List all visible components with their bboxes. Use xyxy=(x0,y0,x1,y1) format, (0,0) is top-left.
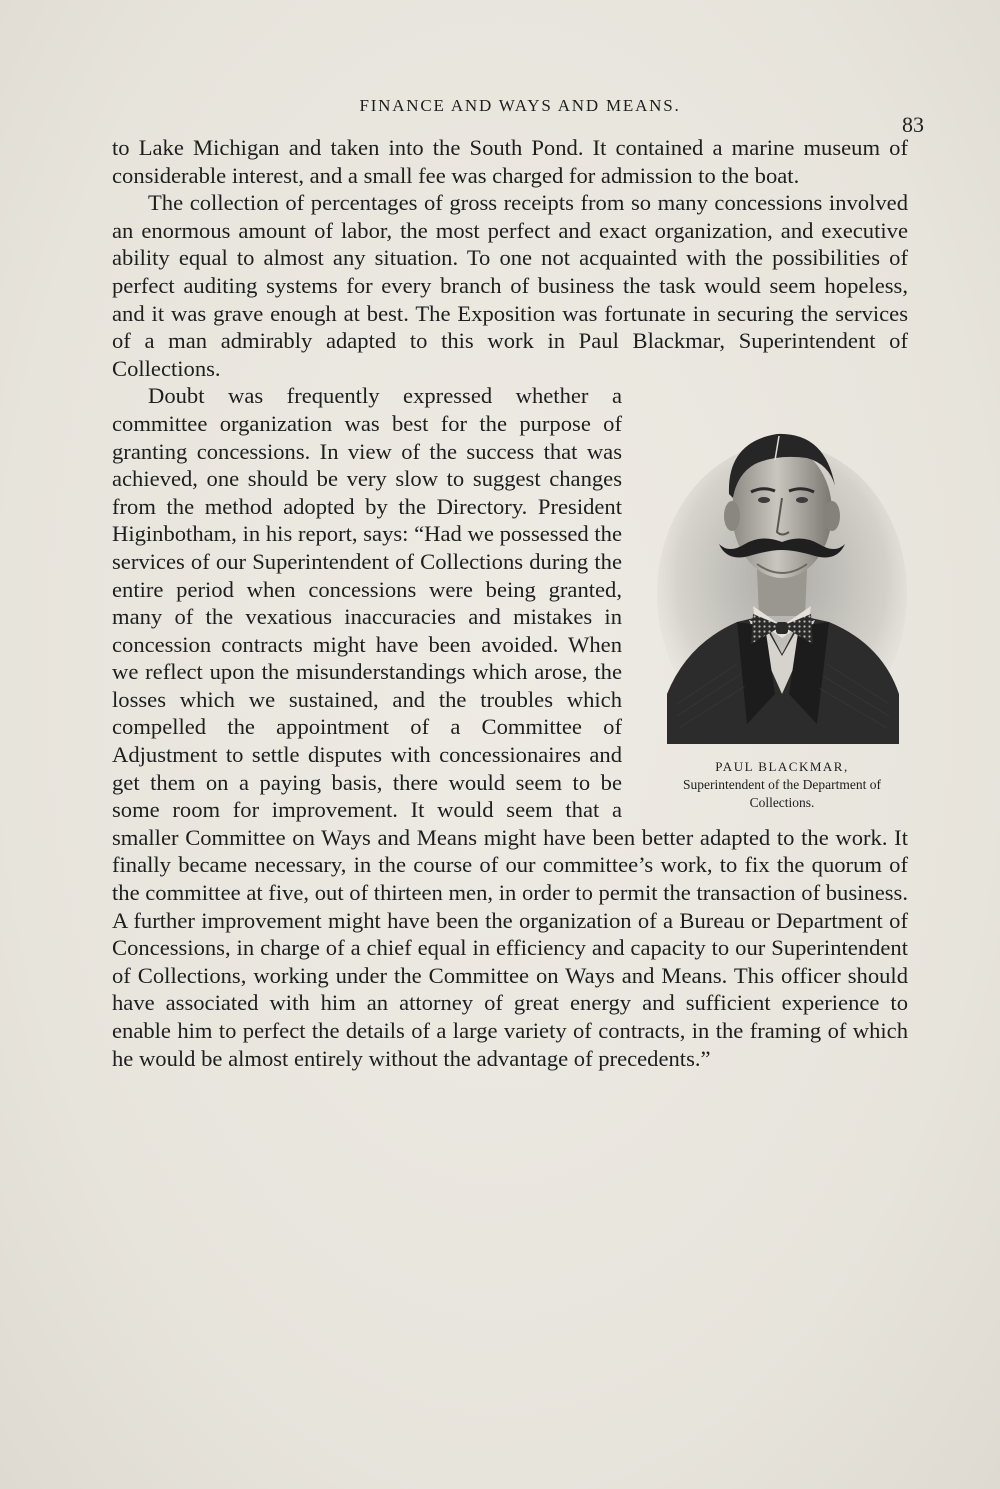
portrait-engraving xyxy=(657,394,907,744)
paragraph-2: The collection of percentages of gross receipts from so many concessions involved an enormous amount of labor, the most perfect and exact organization, and executive ability equal to almost any situation. To one not acquainted with the possibilities of perfect auditing systems for every branch of business the task would seem hopeless, and it was grave enough at best. The Exposition was fortunate in securing the services of a man admirably adapted to this work in Paul Blackmar, Superintendent of Collections. xyxy=(112,190,908,381)
caption-title: Superintendent of the Department of Collections. xyxy=(683,777,881,811)
page-number: 83 xyxy=(902,112,924,137)
running-head: FINANCE AND WAYS AND MEANS. xyxy=(359,96,681,115)
caption-name: PAUL BLACKMAR, xyxy=(715,759,849,775)
portrait-image xyxy=(657,394,907,744)
paragraph-3: Doubt was frequently expressed whether a committee organization was best for the purpose of granting concessions. In view of the success that was achieved, one should be very slow to suggest changes from the method adopted by the Directory. President Higinbotham, in his report, says: “Had we possessed the services of our Superintendent of Collections during the entire period when concessions were being granted, many of the vexatious inaccuracies and mistakes in concession contracts might have been avoided. When we reflect upon the misunderstandings which arose, the losses which we sustained, and the troubles which compelled the appointment of a Committee of Adjustment to settle disputes with concessionaires and get them on a paying basis, there would seem to be some room for improvement. It would seem that a smaller Committee on Ways and Means might have been better adapted to the work. It finally became necessary, in the course of our committee’s work, to fix the quorum of the committee at five, out of thirteen men, in order to permit the transaction of business. A further improvement might have been the organization of a Bureau or Department of Concessions, in charge of a chief equal in efficiency and capacity to our Superintendent of Collections, working under the Committee on Ways and Means. This officer should have associated with him an attorney of great energy and sufficient experience to enable him to perfect the details of a large variety of contracts, in the framing of which he would be almost entirely without the advantage of precedents.” xyxy=(112,383,908,1071)
portrait-figure xyxy=(646,394,918,812)
body-text xyxy=(112,134,908,1072)
paragraph-1: to Lake Michigan and taken into the South Pond. It contained a marine museum of considerable interest, and a small fee was charged for admission to the boat. xyxy=(112,135,908,188)
